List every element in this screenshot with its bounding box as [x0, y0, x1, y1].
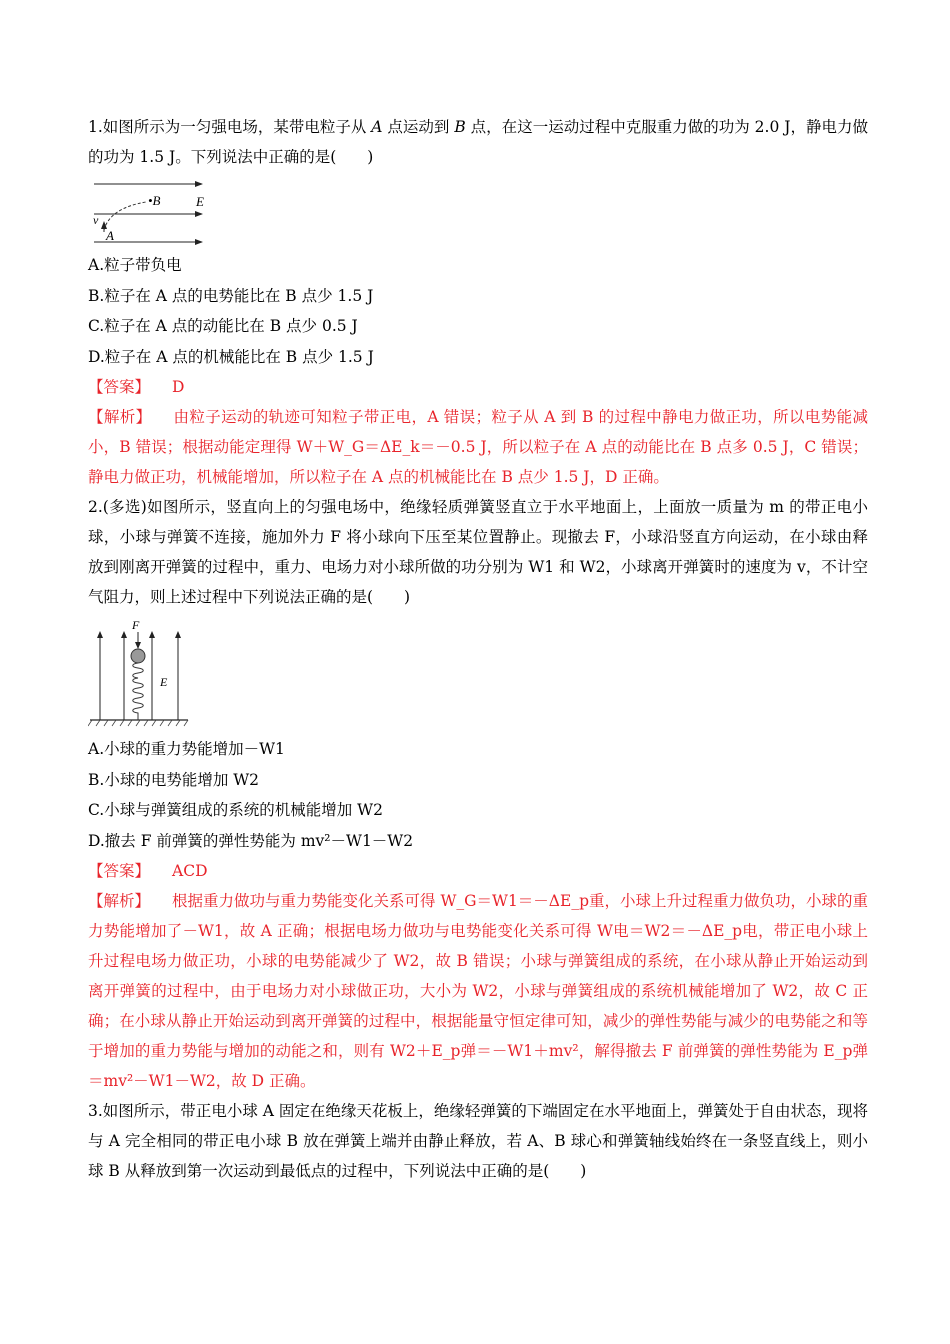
q2-answer: 【答案】 ACD [88, 862, 208, 880]
q1-option-a: A.粒子带负电 [88, 256, 182, 274]
point-a-label: A [106, 228, 114, 243]
point-b-label: •B [148, 193, 161, 208]
q2-analysis: 【解析】 根据重力做功与重力势能变化关系可得 W_G＝W1＝－ΔE_p重，小球上升过程重力做负功，小球的重力势能增加了－W1，故 A 正确；根据电场力做功与电势能变化关系可得 W电＝W2＝－ΔE_p电，带正电小球上升过程电场力做正功，小球的电势能减少了 W2，故 B 错误；小球与弹簧组成的系统，在小球从静止开始运动到离开弹簧的过程中，由于电场力对小球做正功，大小为 W2，小球与弹簧组成的系统机械能增加了 W2，故 C 正确；在小球从静止开始运动到离开弹簧的过程中，根据能量守恒定律可知，减少的弹性势能与减少的电势能之和等于增加的重力势能与增加的动能之和，则有 W2＋E_p弹＝－W1＋mv²，解得撤去 F 前弹簧的弹性势能为 E_p弹＝mv²－W1－W2，故 D 正确。 [88, 892, 868, 1090]
q2-option-d: D.撤去 F 前弹簧的弹性势能为 mv²－W1－W2 [88, 831, 414, 850]
q1-analysis: 【解析】 由粒子运动的轨迹可知粒子带正电，A 错误；粒子从 A 到 B 的过程中静电力做正功，所以电势能减小，B 错误；根据动能定理得 W＋W_G＝ΔE_k＝－0.5 J，所以粒子在 A 点的动能比在 B 点多 0.5 J，C 错误；静电力做正功，机械能增加，所以粒子在 A 点的机械能比在 B 点少 1.5 J，D 正确。 [88, 408, 868, 486]
q1-option-c: C.粒子在 A 点的动能比在 B 点少 0.5 J [88, 317, 358, 335]
q2-option-b: B.小球的电势能增加 W2 [88, 770, 260, 789]
q2-option-a: A.小球的重力势能增加－W1 [88, 740, 285, 758]
document-page [88, 112, 868, 1186]
q1-option-d: D.粒子在 A 点的机械能比在 B 点少 1.5 J [88, 347, 374, 366]
field-e-label: E [196, 194, 204, 209]
force-f-label: F [132, 620, 140, 632]
spring-field-figure-2 [88, 620, 198, 730]
q2-option-c: C.小球与弹簧组成的系统的机械能增加 W2 [88, 801, 383, 819]
q1-option-b: B.粒子在 A 点的电势能比在 B 点少 1.5 J [88, 286, 374, 305]
question-2-stem: 2.(多选)如图所示，竖直向上的匀强电场中，绝缘轻质弹簧竖直立于水平地面上，上面放一质量为 m 的带正电小球，小球与弹簧不连接，施加外力 F 将小球向下压至某位置静止。现撤去 F，小球沿竖直方向运动，在小球由释放到刚离开弹簧的过程中，重力、电场力对小球所做的功分别为 W1 和 W2，小球离开弹簧时的速度为 v，不计空气阻力，则上述过程中下列说法正确的是( ) [88, 498, 868, 606]
q1-answer: 【答案】 D [88, 378, 185, 396]
velocity-label: v [93, 213, 99, 227]
electric-field-figure-1 [90, 178, 210, 246]
question-3-stem: 3.如图所示，带正电小球 A 固定在绝缘天花板上，绝缘轻弹簧的下端固定在水平地面上，弹簧处于自由状态，现将与 A 完全相同的带正电小球 B 放在弹簧上端并由静止释放，若 A、B 球心和弹簧轴线始终在一条竖直线上，则小球 B 从释放到第一次运动到最低点的过程中，下列说法中正确的是( ) [88, 1102, 868, 1180]
question-1-stem: 1.如图所示为一匀强电场，某带电粒子从 A 点运动到 B 点，在这一运动过程中克服重力做的功为 2.0 J，静电力做的功为 1.5 J。下列说法中正确的是( ) [88, 118, 868, 166]
field-e-label-2: E [160, 675, 168, 689]
